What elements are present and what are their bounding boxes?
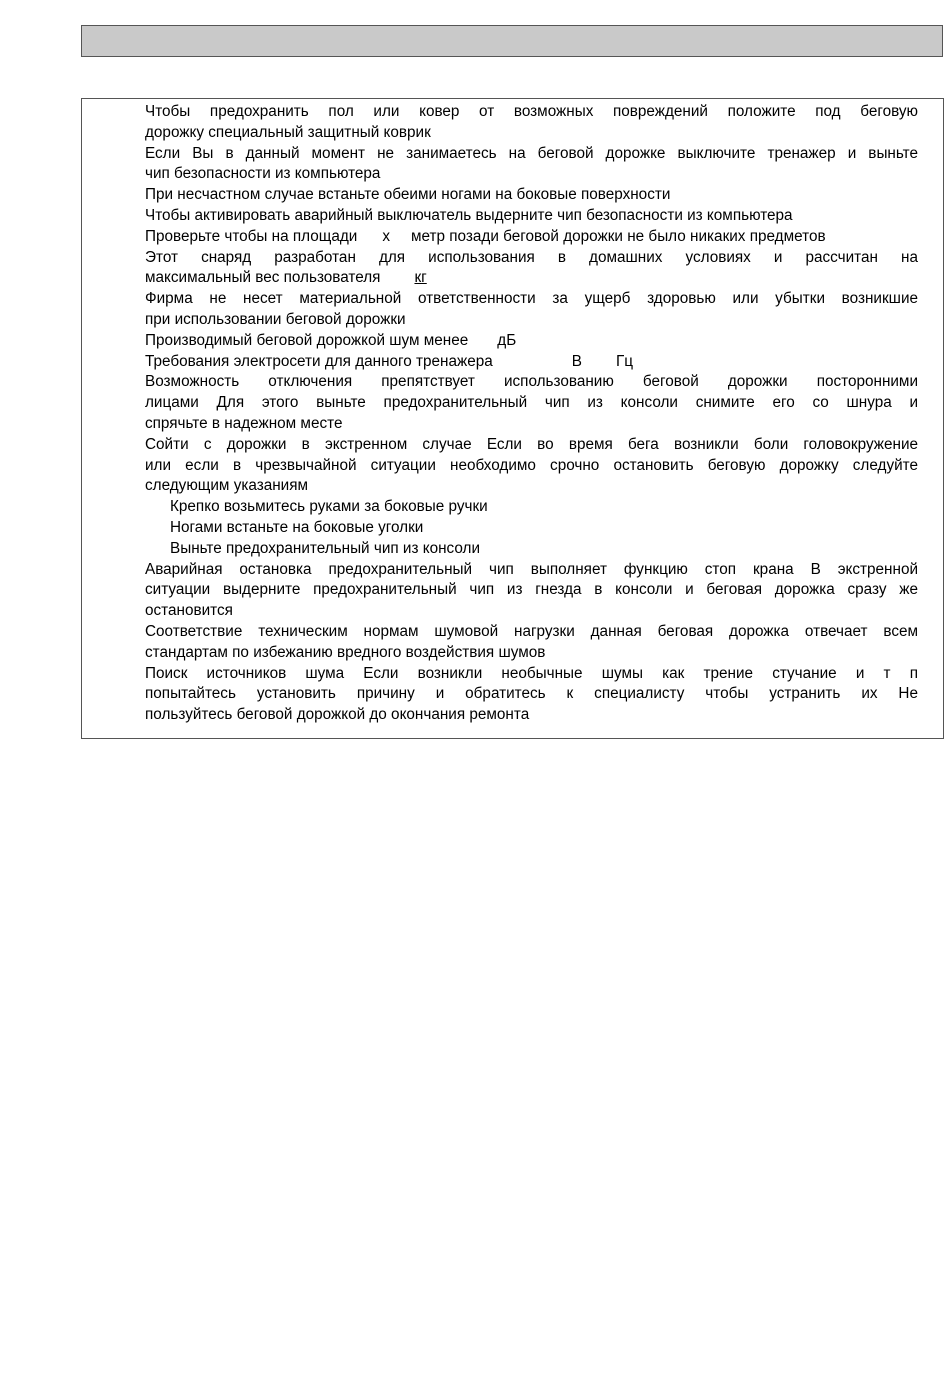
header-bar [81, 25, 943, 57]
paragraph-noise-sources: Поиск источников шума Если возникли необычные шумы как трение стучание и т п попытайтесь установить причину и обратитесь к специалисту чтобы устранить их Не пользуйтесь беговой дорожкой до окончания ремонта [145, 664, 918, 724]
paragraph-max-weight: Этот снаряд разработан для использования в домашних условиях и рассчитан на максимальный вес пользователя кг [145, 248, 918, 287]
paragraph-emergency-stop: Аварийная остановка предохранительный чип выполняет функцию стоп крана В экстренной ситуации выдерните предохранительный чип из гнезда в консоли и беговая дорожка сразу же остановится [145, 560, 918, 620]
paragraph-free-area: Проверьте чтобы на площади х метр позади беговой дорожки не было никаких предметов [145, 227, 826, 245]
paragraph-noise-level: Производимый беговой дорожкой шум менее дБ [145, 331, 517, 349]
paragraph-accident: При несчастном случае встаньте обеими ногами на боковые поверхности [145, 186, 671, 204]
paragraph-power-requirements: Требования электросети для данного тренажера В Гц [145, 352, 634, 370]
safety-instructions-box [81, 98, 944, 739]
paragraph-noise-standards: Соответствие техническим нормам шумовой нагрузки данная беговая дорожка отвечает всем стандартам по избежанию вредного воздействия шумов [145, 622, 918, 661]
paragraph-switch-off: Если Вы в данный момент не занимаетесь на беговой дорожке выключите тренажер и выньте чип безопасности из компьютера [145, 144, 918, 183]
emergency-steps-list [145, 497, 918, 559]
list-item: Крепко возьмитесь руками за боковые ручки [170, 498, 488, 516]
paragraph-emergency-exit: Сойти с дорожки в экстренном случае Если во время бега возникли боли головокружение или если в чрезвычайной ситуации необходимо срочно остановить беговую дорожку следуйте следующим указаниям [145, 435, 918, 495]
paragraph-emergency-switch: Чтобы активировать аварийный выключатель выдерните чип безопасности из компьютера [145, 206, 793, 224]
paragraph-disable: Возможность отключения препятствует использованию беговой дорожки посторонними лицами Для этого выньте предохранительный чип из консоли снимите его со шнура и спрячьте в надежном месте [145, 373, 918, 432]
paragraph-floor-protection: Чтобы предохранить пол или ковер от возможных повреждений положите под беговую дорожку специальный защитный коврик [145, 103, 918, 141]
instructions-text [145, 102, 918, 726]
list-item: Ногами встаньте на боковые уголки [170, 518, 424, 536]
list-item: Выньте предохранительный чип из консоли [170, 539, 480, 557]
paragraph-liability: Фирма не несет материальной ответственности за ущерб здоровью или убытки возникшие при использовании беговой дорожки [145, 290, 918, 328]
